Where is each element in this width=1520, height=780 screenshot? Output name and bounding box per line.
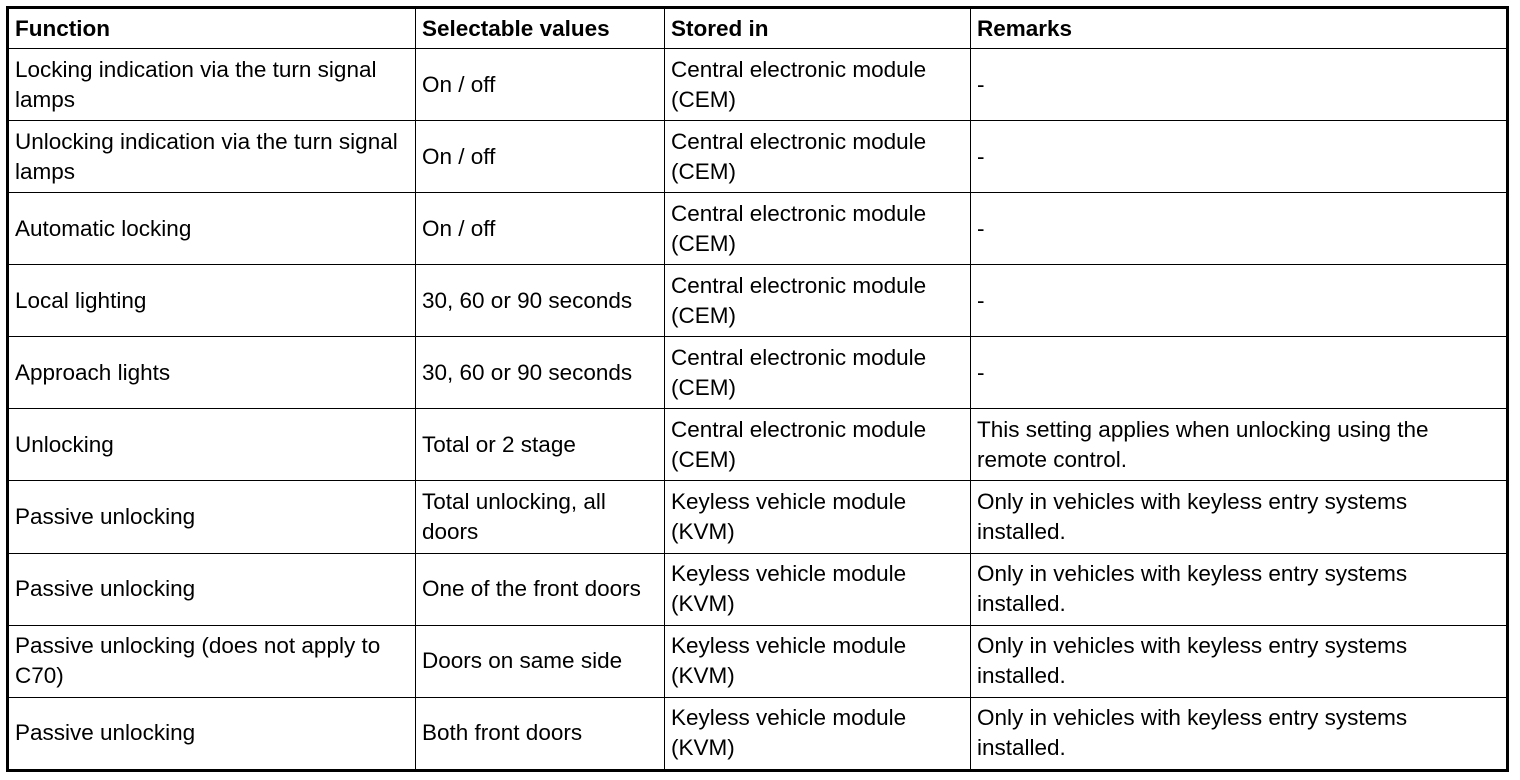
- cell-stored-in: Keyless vehicle module (KVM): [665, 481, 971, 553]
- cell-remarks: This setting applies when unlocking using the remote control.: [971, 409, 1508, 481]
- cell-selectable-values: Total unlocking, all doors: [416, 481, 665, 553]
- cell-function: Passive unlocking: [8, 481, 416, 553]
- table-row: [8, 49, 1508, 121]
- cell-stored-in: Keyless vehicle module (KVM): [665, 625, 971, 697]
- cell-selectable-values: On / off: [416, 49, 665, 121]
- cell-remarks: Only in vehicles with keyless entry systems installed.: [971, 481, 1508, 553]
- cell-stored-in: Central electronic module (CEM): [665, 409, 971, 481]
- cell-selectable-values: One of the front doors: [416, 553, 665, 625]
- cell-function: Locking indication via the turn signal lamps: [8, 49, 416, 121]
- cell-stored-in: Central electronic module (CEM): [665, 49, 971, 121]
- cell-remarks: -: [971, 121, 1508, 193]
- table-row: [8, 265, 1508, 337]
- header-function: Function: [8, 8, 416, 49]
- cell-function: Passive unlocking: [8, 553, 416, 625]
- cell-stored-in: Keyless vehicle module (KVM): [665, 553, 971, 625]
- cell-remarks: -: [971, 49, 1508, 121]
- table-row: [8, 697, 1508, 770]
- cell-remarks: -: [971, 337, 1508, 409]
- cell-stored-in: Central electronic module (CEM): [665, 193, 971, 265]
- cell-function: Approach lights: [8, 337, 416, 409]
- header-stored-in: Stored in: [665, 8, 971, 49]
- cell-stored-in: Central electronic module (CEM): [665, 121, 971, 193]
- cell-function: Passive unlocking: [8, 697, 416, 770]
- cell-selectable-values: 30, 60 or 90 seconds: [416, 265, 665, 337]
- cell-remarks: Only in vehicles with keyless entry systems installed.: [971, 697, 1508, 770]
- table-row: [8, 193, 1508, 265]
- table-row: [8, 337, 1508, 409]
- cell-remarks: -: [971, 265, 1508, 337]
- cell-remarks: Only in vehicles with keyless entry systems installed.: [971, 625, 1508, 697]
- cell-function: Automatic locking: [8, 193, 416, 265]
- cell-selectable-values: 30, 60 or 90 seconds: [416, 337, 665, 409]
- cell-remarks: -: [971, 193, 1508, 265]
- cell-function: Local lighting: [8, 265, 416, 337]
- cell-stored-in: Central electronic module (CEM): [665, 265, 971, 337]
- cell-function: Unlocking: [8, 409, 416, 481]
- cell-remarks: Only in vehicles with keyless entry systems installed.: [971, 553, 1508, 625]
- table-row: [8, 553, 1508, 625]
- cell-selectable-values: Total or 2 stage: [416, 409, 665, 481]
- table-row: [8, 409, 1508, 481]
- header-selectable-values: Selectable values: [416, 8, 665, 49]
- cell-stored-in: Central electronic module (CEM): [665, 337, 971, 409]
- header-row: [8, 8, 1508, 49]
- header-remarks: Remarks: [971, 8, 1508, 49]
- table-row: [8, 481, 1508, 553]
- cell-stored-in: Keyless vehicle module (KVM): [665, 697, 971, 770]
- cell-selectable-values: Both front doors: [416, 697, 665, 770]
- settings-table: [6, 6, 1509, 772]
- table-row: [8, 121, 1508, 193]
- cell-selectable-values: On / off: [416, 121, 665, 193]
- cell-selectable-values: On / off: [416, 193, 665, 265]
- cell-selectable-values: Doors on same side: [416, 625, 665, 697]
- table-row: [8, 625, 1508, 697]
- cell-function: Unlocking indication via the turn signal lamps: [8, 121, 416, 193]
- cell-function: Passive unlocking (does not apply to C70): [8, 625, 416, 697]
